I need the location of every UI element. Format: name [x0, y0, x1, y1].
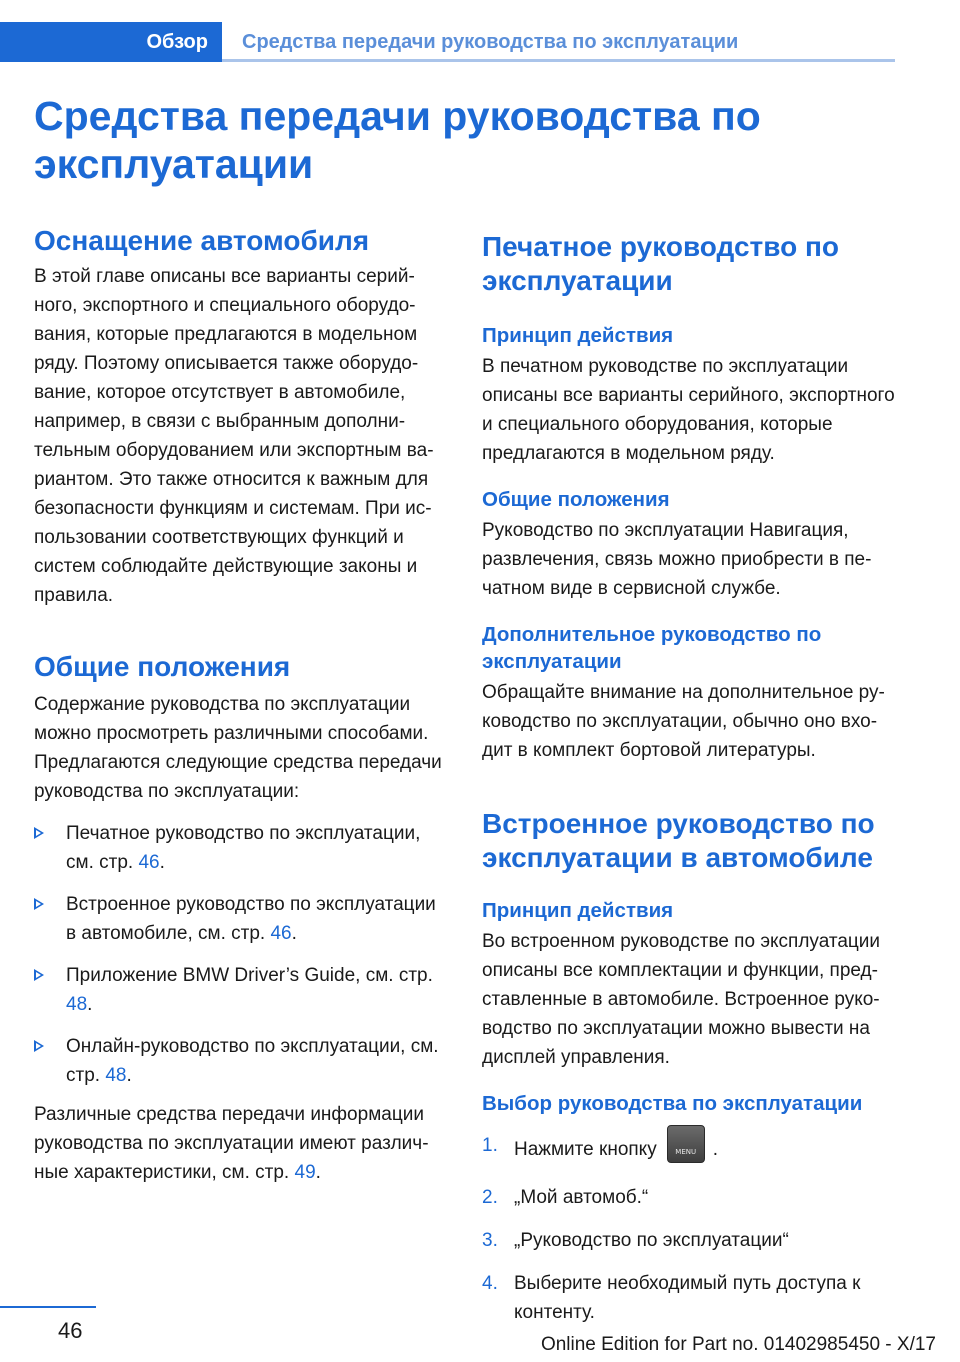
- general-intro: Содержание руководства по эксплуатации можно просмотреть различными способами. Предлагаются следующие средства передачи руководства по эксплуатации:: [34, 694, 442, 802]
- list-item-end: .: [126, 1065, 132, 1086]
- list-item: [34, 890, 446, 948]
- step-text: „Руководство по эксплуатации“: [514, 1230, 789, 1251]
- list-item-text: Приложение BMW Driver’s Guide, см. стр.: [66, 965, 433, 986]
- menu-button-icon[interactable]: [667, 1125, 705, 1163]
- step-after: .: [712, 1139, 718, 1161]
- step-number: 4.: [482, 1273, 498, 1294]
- list-item-end: .: [87, 994, 93, 1015]
- heading-equipment: Оснащение автомобиля: [34, 225, 370, 256]
- general-outro: [34, 1100, 446, 1187]
- list-item-text: Встроенное руководство по эксплуатации в автомобиле, см. стр.: [66, 894, 436, 944]
- builtin-principle-body: Во встроенном руководстве по эксплуатации описаны все комплектации и функции, представленные в автомобиле. Встроенное руководство по эксплуатации можно вывести на дисплей управления.: [482, 931, 881, 1068]
- list-item-text: Онлайн-руководство по эксплуатации, см. стр.: [66, 1036, 439, 1086]
- page-link[interactable]: 46: [270, 923, 292, 944]
- list-item-text: Печатное руководство по эксплуатации, см. стр.: [66, 823, 421, 873]
- printed-general-body: Руководство по эксплуатации Навигация, развлечения, связь можно приобрести в печатном виде в сервисной службе.: [482, 520, 872, 599]
- heading-general: Общие положения: [34, 651, 291, 682]
- step-number: 3.: [482, 1230, 498, 1251]
- left-column: [34, 222, 446, 1187]
- triangle-bullet-icon: [34, 969, 44, 981]
- outro-text: Различные средства передачи информации руководства по эксплуатации имеют различные характеристики, см. стр.: [34, 1104, 429, 1183]
- step-text: Выберите необходимый путь доступа к контенту.: [514, 1273, 861, 1323]
- triangle-bullet-icon: [34, 1040, 44, 1052]
- menu-button-label: MENU: [675, 1148, 697, 1156]
- list-item: [34, 961, 446, 1019]
- step-item: [482, 1226, 896, 1255]
- section-tab-overview[interactable]: Обзор: [0, 22, 222, 62]
- header-rule: [222, 59, 895, 62]
- page-link[interactable]: 46: [138, 852, 160, 873]
- additional-body: Обращайте внимание на дополнительное руководство по эксплуатации, обычно оно входит в комплект бортовой литературы.: [482, 682, 885, 761]
- step-item: [482, 1131, 896, 1169]
- equipment-body: В этой главе описаны все варианты серийного, экспортного и специального оборудования, которые предлагаются в модельном ряду. Поэтому описывается также оборудование, которое отсутствует в автомобиле, например, в связи с выбранным дополнительным оборудованием или экспортным вариантом. Это также относится к важным для безопасности функциям и системам. При использовании соответствующих функций и систем соблюдайте действующие законы и правила.: [34, 266, 434, 606]
- page-link[interactable]: 49: [294, 1162, 316, 1183]
- list-item: [34, 819, 446, 877]
- step-number: 1.: [482, 1135, 498, 1156]
- list-item-end: .: [159, 852, 165, 873]
- printed-principle-body: В печатном руководстве по эксплуатации описаны все варианты серийного, экспортного и специального оборудования, которые предлагаются в модельном ряду.: [482, 356, 895, 464]
- outro-end: .: [315, 1162, 321, 1183]
- edition-note: Online Edition for Part no. 01402985450 - X/17: [540, 1334, 936, 1355]
- step-text: Нажмите кнопку: [514, 1139, 657, 1161]
- right-column: [482, 222, 896, 1327]
- page-link[interactable]: 48: [66, 994, 88, 1015]
- media-list: [34, 819, 446, 1090]
- heading-additional-manual: Дополнительное руководство по эксплуатации: [482, 623, 822, 673]
- breadcrumb[interactable]: Средства передачи руководства по эксплуатации: [242, 30, 739, 53]
- list-item-end: .: [291, 923, 297, 944]
- list-item: [34, 1032, 446, 1090]
- triangle-bullet-icon: [34, 827, 44, 839]
- heading-principle-builtin: Принцип действия: [482, 899, 674, 922]
- page-title: Средства передачи руководства по эксплуатации: [34, 93, 761, 187]
- steps-list: [482, 1131, 896, 1327]
- header-bar: [0, 22, 895, 62]
- heading-builtin-manual: Встроенное руководство по эксплуатации в автомобиле: [482, 808, 875, 873]
- heading-principle: Принцип действия: [482, 324, 674, 347]
- heading-select-manual: Выбор руководства по эксплуатации: [482, 1092, 863, 1115]
- triangle-bullet-icon: [34, 898, 44, 910]
- page-number: 46: [58, 1318, 83, 1343]
- footer-rule: [0, 1306, 96, 1308]
- step-number: 2.: [482, 1187, 498, 1208]
- step-item: [482, 1183, 896, 1212]
- heading-general-printed: Общие положения: [482, 488, 670, 511]
- step-item: [482, 1269, 896, 1327]
- heading-printed-manual: Печатное руководство по эксплуатации: [482, 231, 839, 296]
- step-text: „Мой автомоб.“: [514, 1187, 649, 1208]
- page-link[interactable]: 48: [105, 1065, 127, 1086]
